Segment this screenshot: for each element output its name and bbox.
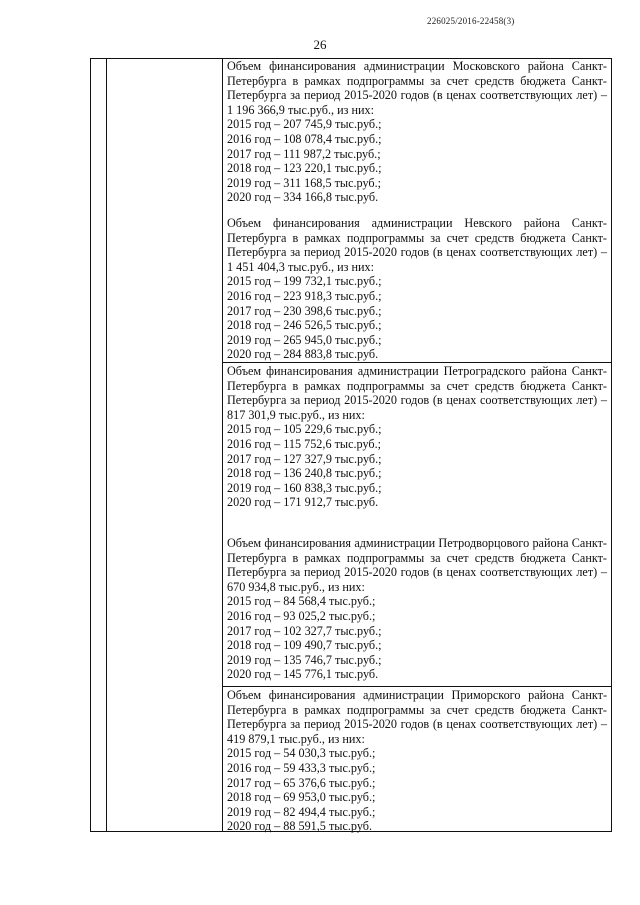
financing-paragraph: Объем финансирования администрации Московского района Санкт-Петербурга в рамках подпрограммы за счет средств бюджета Санкт-Петербурга за период 2015-2020 годов (в ценах соответствующих лет) – 1 196 366,9 тыс.руб., из них: — [227, 59, 607, 117]
year-line: 2020 год – 88 591,5 тыс.руб. — [227, 819, 373, 834]
year-line: 2018 год – 123 220,1 тыс.руб.; — [227, 161, 382, 176]
year-line: 2017 год – 65 376,6 тыс.руб.; — [227, 775, 376, 790]
financing-paragraph: Объем финансирования администрации Невского района Санкт-Петербурга в рамках подпрограммы за счет средств бюджета Санкт-Петербурга за период 2015-2020 годов (в ценах соответствующих лет) – 1 451 404,3 тыс.руб., из них: — [227, 216, 607, 274]
year-line: 2019 год – 135 746,7 тыс.руб.; — [227, 652, 382, 667]
year-line: 2019 год – 160 838,3 тыс.руб.; — [227, 480, 382, 495]
year-line: 2018 год – 136 240,8 тыс.руб.; — [227, 466, 382, 481]
year-line: 2018 год – 69 953,0 тыс.руб.; — [227, 790, 376, 805]
year-line: 2017 год – 111 987,2 тыс.руб.; — [227, 146, 381, 161]
year-line: 2016 год – 93 025,2 тыс.руб.; — [227, 608, 376, 623]
column-divider-2 — [222, 58, 223, 832]
table-border-right — [611, 58, 612, 832]
year-line: 2017 год – 102 327,7 тыс.руб.; — [227, 623, 382, 638]
financing-block-petrodvortsovy — [227, 536, 607, 682]
year-line: 2015 год – 207 745,9 тыс.руб.; — [227, 117, 382, 132]
table-border-left — [90, 58, 91, 832]
document-id: 226025/2016-22458(3) — [427, 16, 515, 26]
year-line: 2016 год – 108 078,4 тыс.руб.; — [227, 131, 382, 146]
year-line: 2015 год – 84 568,4 тыс.руб.; — [227, 594, 376, 609]
year-line: 2018 год – 109 490,7 тыс.руб.; — [227, 638, 382, 653]
year-line: 2016 год – 223 918,3 тыс.руб.; — [227, 288, 382, 303]
year-line: 2020 год – 145 776,1 тыс.руб. — [227, 667, 379, 682]
year-line: 2016 год – 59 433,3 тыс.руб.; — [227, 760, 376, 775]
year-line: 2020 год – 284 883,8 тыс.руб. — [227, 347, 379, 362]
row-divider-1 — [222, 362, 612, 363]
year-line: 2015 год – 199 732,1 тыс.руб.; — [227, 274, 382, 289]
year-line: 2015 год – 105 229,6 тыс.руб.; — [227, 422, 382, 437]
year-line: 2020 год – 171 912,7 тыс.руб. — [227, 495, 379, 510]
year-line: 2019 год – 82 494,4 тыс.руб.; — [227, 804, 376, 819]
year-line: 2016 год – 115 752,6 тыс.руб.; — [227, 436, 382, 451]
page-number: 26 — [313, 37, 327, 52]
year-line: 2017 год – 127 327,9 тыс.руб.; — [227, 451, 382, 466]
financing-paragraph: Объем финансирования администрации Петроградского района Санкт-Петербурга в рамках подпрограммы за счет средств бюджета Санкт-Петербурга за период 2015-2020 годов (в ценах соответствующих лет) – 817 301,9 тыс.руб., из них: — [227, 364, 607, 422]
financing-block-primorsky — [227, 688, 607, 834]
column-divider-1 — [106, 58, 107, 832]
year-line: 2020 год – 334 166,8 тыс.руб. — [227, 190, 379, 205]
financing-block-nevsky — [227, 216, 607, 362]
year-line: 2017 год – 230 398,6 тыс.руб.; — [227, 303, 382, 318]
year-line: 2015 год – 54 030,3 тыс.руб.; — [227, 746, 376, 761]
year-line: 2019 год – 265 945,0 тыс.руб.; — [227, 332, 382, 347]
financing-block-petrogradsky — [227, 364, 607, 510]
year-line: 2019 год – 311 168,5 тыс.руб.; — [227, 175, 382, 190]
financing-paragraph: Объем финансирования администрации Петродворцового района Санкт-Петербурга в рамках подпрограммы за счет средств бюджета Санкт-Петербурга за период 2015-2020 годов (в ценах соответствующих лет) – 670 934,8 тыс.руб., из них: — [227, 536, 607, 594]
financing-block-moskovsky — [227, 59, 607, 205]
financing-paragraph: Объем финансирования администрации Приморского района Санкт-Петербурга в рамках подпрограммы за счет средств бюджета Санкт-Петербурга за период 2015-2020 годов (в ценах соответствующих лет) – 419 879,1 тыс.руб., из них: — [227, 688, 607, 746]
row-divider-2 — [222, 686, 612, 687]
year-line: 2018 год – 246 526,5 тыс.руб.; — [227, 318, 382, 333]
